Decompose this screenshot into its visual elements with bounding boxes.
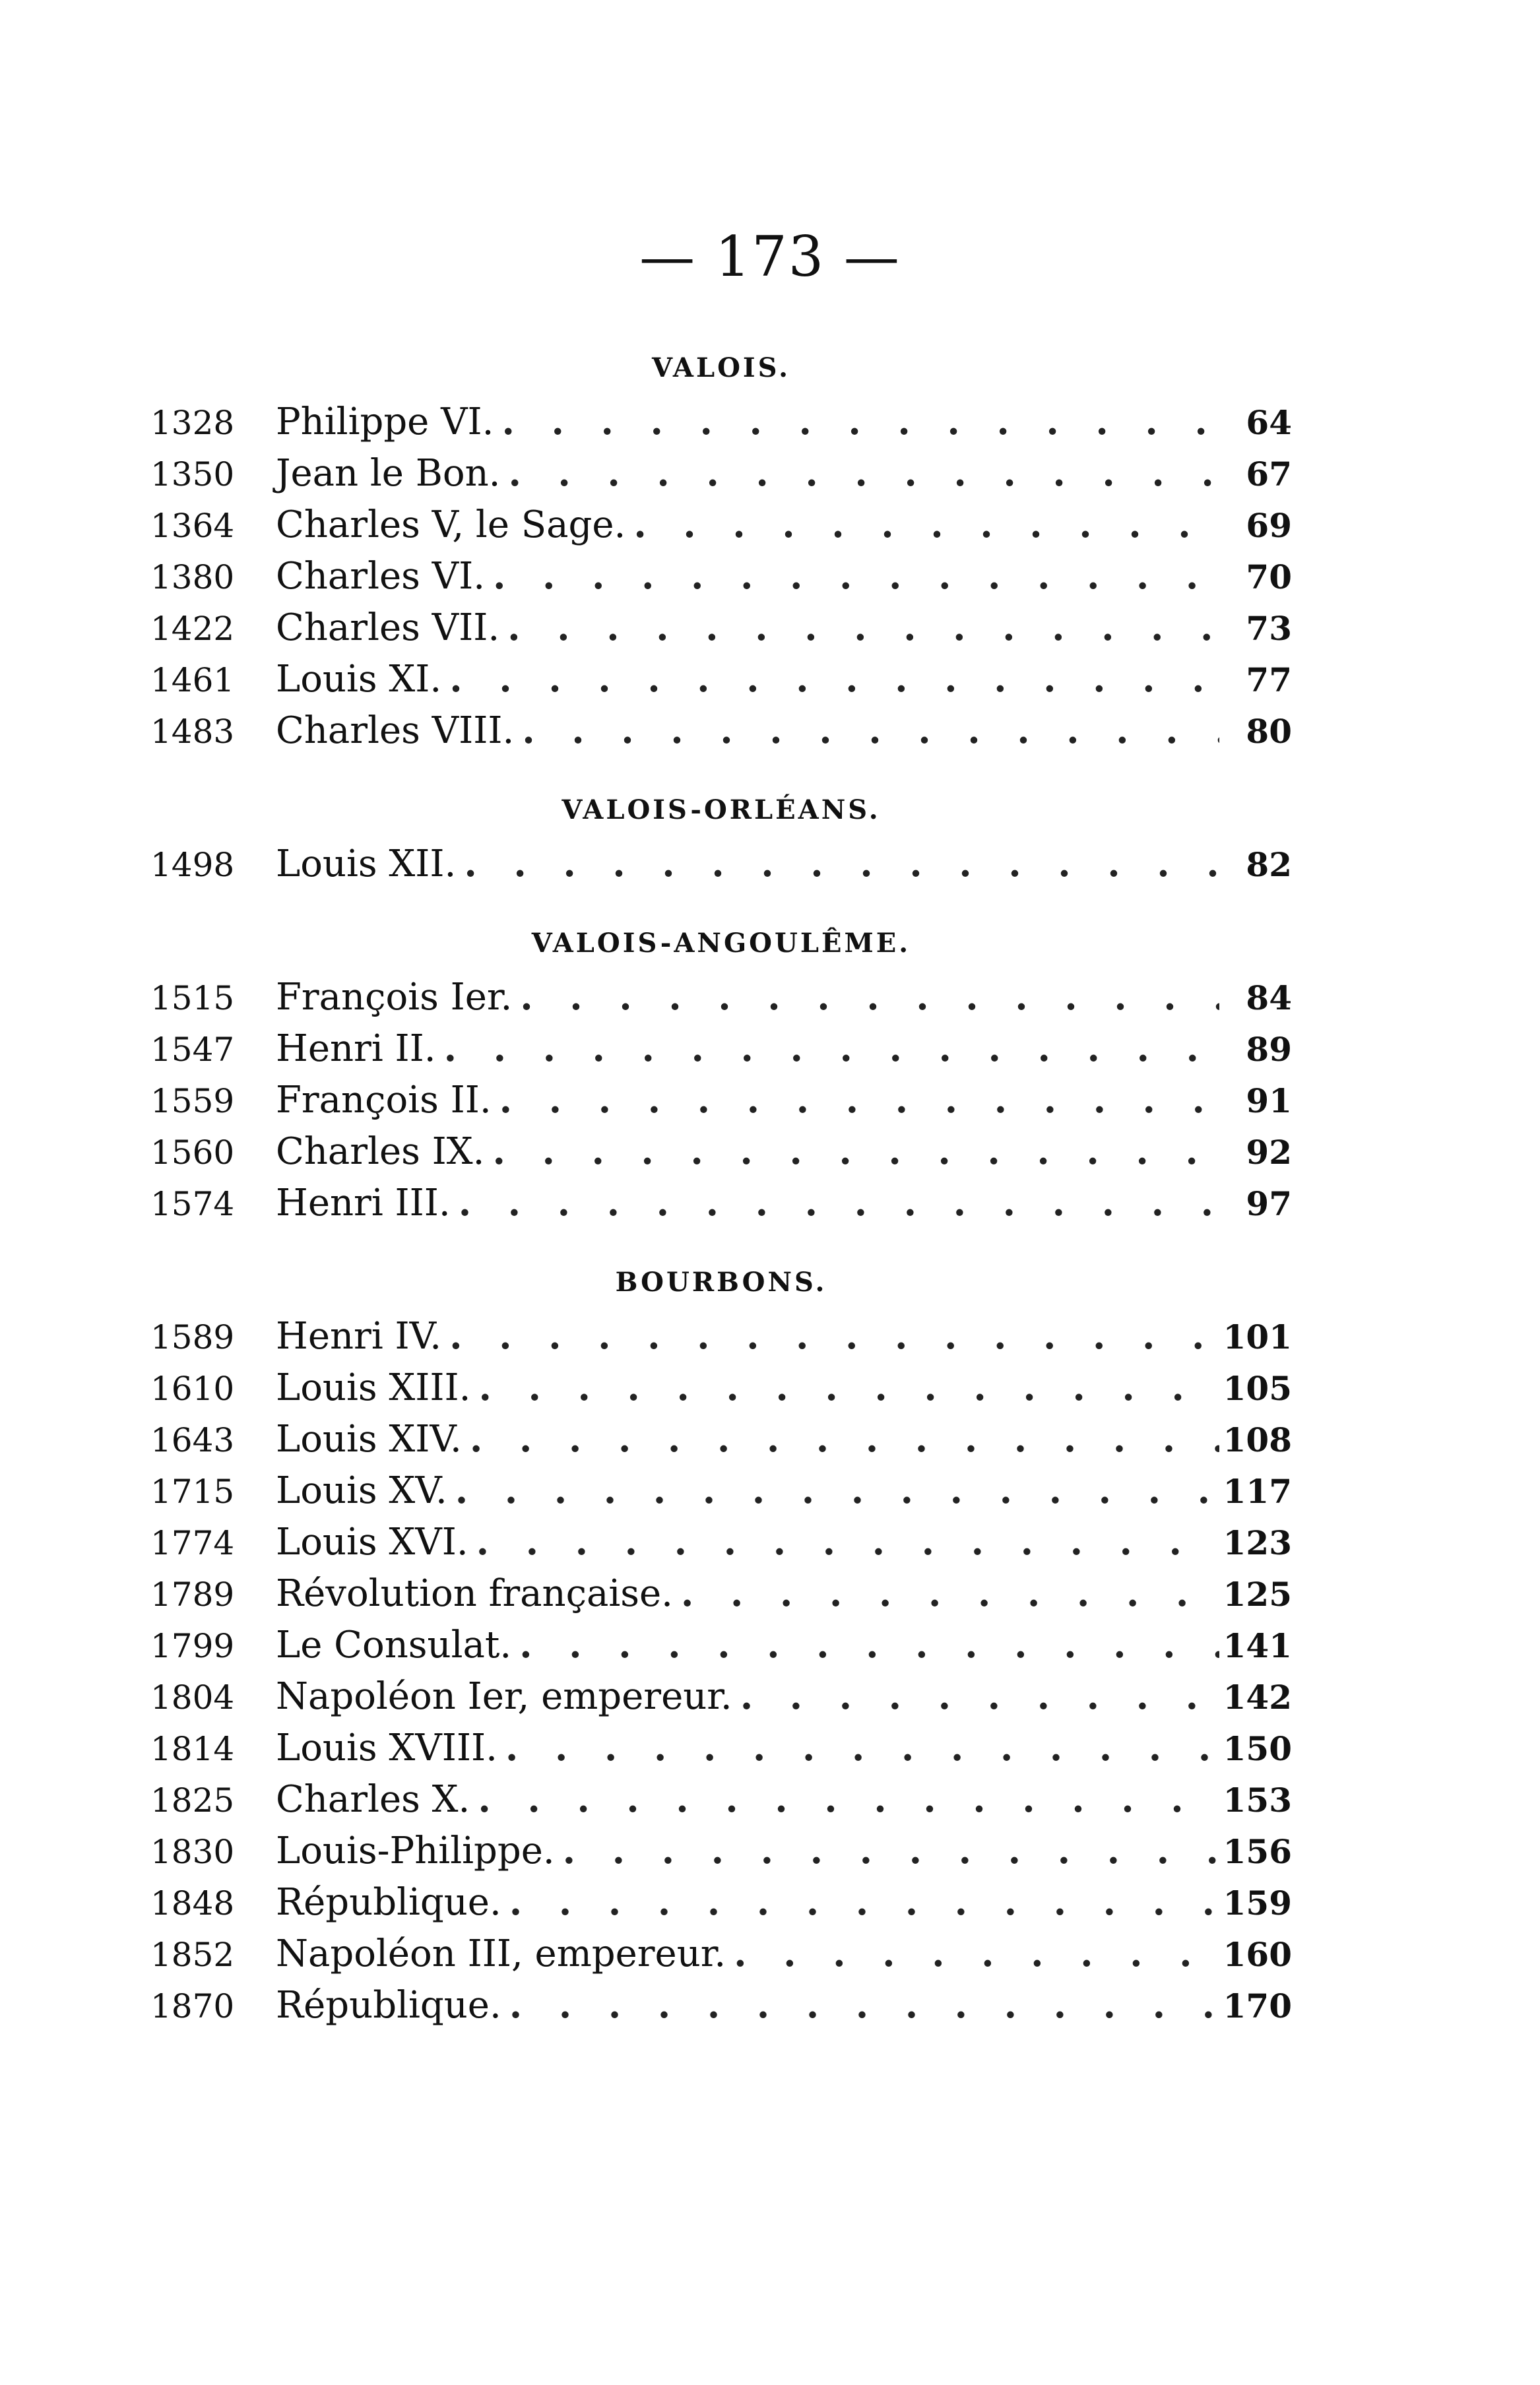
entry-name: Henri II.: [276, 1027, 436, 1070]
entry-year: 1870: [150, 1987, 235, 2025]
toc-entry: [150, 1619, 1292, 1670]
entry-year: 1610: [150, 1370, 235, 1408]
toc-section: [150, 343, 1292, 756]
toc-entry: [150, 1310, 1292, 1362]
entry-name: Napoléon Ier, empereur.: [276, 1675, 732, 1718]
entry-name: Louis XIII.: [276, 1366, 471, 1409]
section-title: VALOIS.: [651, 352, 791, 383]
toc-entry: [150, 1670, 1292, 1722]
dot-leader: [476, 1516, 1219, 1568]
entry-name: Napoléon III, empereur.: [276, 1932, 726, 1975]
entry-page: 170: [1223, 1987, 1292, 2025]
toc-entry: [150, 1023, 1292, 1074]
entry-year: 1589: [150, 1318, 235, 1356]
entry-year: 1830: [150, 1833, 235, 1871]
dot-leader: [740, 1670, 1219, 1722]
entry-year: 1461: [150, 661, 235, 699]
entry-year: 1364: [150, 507, 235, 545]
toc-entry: [150, 838, 1292, 889]
dot-leader: [444, 1023, 1219, 1074]
toc-entry: [150, 1074, 1292, 1126]
entry-name: Henri IV.: [276, 1315, 442, 1358]
dot-leader: [509, 1876, 1219, 1928]
dot-leader: [478, 1773, 1219, 1825]
toc-entry: [150, 705, 1292, 756]
section-title: VALOIS-ORLÉANS.: [561, 794, 881, 825]
toc-section: [150, 918, 1292, 1228]
toc-entry: [150, 1362, 1292, 1413]
entry-name: Henri III.: [276, 1182, 451, 1224]
entry-year: 1380: [150, 558, 235, 596]
entry-year: 1498: [150, 846, 235, 884]
entry-page: 89: [1246, 1030, 1292, 1069]
toc-entry: [150, 1928, 1292, 1979]
entry-name: Charles VII.: [276, 606, 500, 649]
entry-year: 1483: [150, 713, 235, 751]
section-title: BOURBONS.: [615, 1267, 827, 1298]
dot-leader: [492, 1126, 1219, 1177]
dot-leader: [519, 1619, 1219, 1670]
entry-year: 1328: [150, 404, 235, 442]
dot-leader: [493, 550, 1219, 602]
dot-leader: [449, 653, 1219, 705]
entry-page: 82: [1246, 845, 1292, 884]
entry-name: Louis XVIII.: [276, 1727, 497, 1769]
toc-entry: [150, 550, 1292, 602]
entry-name: François Ier.: [276, 976, 513, 1019]
entry-page: 73: [1246, 609, 1292, 648]
entry-year: 1560: [150, 1133, 235, 1172]
entry-name: Philippe VI.: [276, 400, 494, 443]
entry-year: 1547: [150, 1031, 235, 1069]
entry-year: 1574: [150, 1185, 235, 1223]
dot-leader: [459, 1177, 1219, 1228]
table-of-contents: [150, 343, 1292, 2031]
entry-page: 92: [1246, 1133, 1292, 1172]
dot-leader: [501, 396, 1219, 447]
entry-name: Louis XII.: [276, 843, 457, 885]
toc-entry: [150, 1722, 1292, 1773]
entry-year: 1774: [150, 1524, 235, 1562]
toc-section: [150, 785, 1292, 889]
dot-leader: [449, 1310, 1219, 1362]
toc-entry: [150, 447, 1292, 499]
entry-page: 117: [1223, 1472, 1292, 1511]
toc-entry: [150, 499, 1292, 550]
entry-year: 1559: [150, 1082, 235, 1120]
entry-page: 141: [1223, 1626, 1292, 1665]
entry-page: 64: [1246, 403, 1292, 442]
entry-year: 1715: [150, 1473, 235, 1511]
entry-page: 69: [1246, 506, 1292, 545]
page-number: — 173 —: [639, 224, 901, 289]
entry-name: Charles V, le Sage.: [276, 503, 626, 546]
entry-year: 1825: [150, 1781, 235, 1820]
dot-leader: [507, 602, 1219, 653]
entry-page: 80: [1246, 712, 1292, 751]
entry-page: 70: [1246, 557, 1292, 596]
toc-entry: [150, 396, 1292, 447]
toc-entry: [150, 971, 1292, 1023]
entry-year: 1804: [150, 1678, 235, 1717]
dot-leader: [509, 1979, 1219, 2031]
entry-page: 108: [1223, 1420, 1292, 1459]
entry-name: Charles IX.: [276, 1130, 485, 1173]
toc-entry: [150, 653, 1292, 705]
toc-entry: [150, 1568, 1292, 1619]
entry-name: François II.: [276, 1079, 492, 1122]
dot-leader: [522, 705, 1219, 756]
toc-entry: [150, 1773, 1292, 1825]
entry-name: Charles VIII.: [276, 709, 515, 752]
toc-entry: [150, 1177, 1292, 1228]
toc-entry: [150, 1876, 1292, 1928]
toc-entry: [150, 602, 1292, 653]
toc-section: [150, 1257, 1292, 2031]
entry-page: 125: [1223, 1575, 1292, 1614]
entry-name: Louis XV.: [276, 1469, 447, 1512]
entry-year: 1643: [150, 1421, 235, 1459]
entry-name: Charles VI.: [276, 555, 486, 598]
entry-name: Le Consulat.: [276, 1624, 512, 1667]
entry-year: 1515: [150, 979, 235, 1017]
entry-name: République.: [276, 1881, 501, 1924]
dot-leader: [520, 971, 1219, 1023]
entry-page: 105: [1223, 1369, 1292, 1408]
entry-page: 156: [1223, 1832, 1292, 1871]
dot-leader: [499, 1074, 1219, 1126]
dot-leader: [734, 1928, 1219, 1979]
toc-entry: [150, 1126, 1292, 1177]
entry-name: Louis XVI.: [276, 1521, 468, 1564]
dot-leader: [633, 499, 1219, 550]
entry-year: 1814: [150, 1730, 235, 1768]
toc-entry: [150, 1979, 1292, 2031]
section-title: VALOIS-ANGOULÊME.: [531, 928, 911, 959]
entry-name: Charles X.: [276, 1778, 470, 1821]
entry-year: 1799: [150, 1627, 235, 1665]
dot-leader: [681, 1568, 1219, 1619]
dot-leader: [508, 447, 1219, 499]
entry-page: 142: [1223, 1678, 1292, 1717]
entry-page: 150: [1223, 1729, 1292, 1768]
entry-name: Révolution française.: [276, 1572, 673, 1615]
entry-page: 160: [1223, 1935, 1292, 1974]
entry-year: 1848: [150, 1884, 235, 1923]
entry-page: 91: [1246, 1081, 1292, 1120]
entry-page: 123: [1223, 1523, 1292, 1562]
entry-page: 77: [1246, 660, 1292, 699]
dot-leader: [478, 1362, 1219, 1413]
entry-page: 101: [1223, 1318, 1292, 1356]
entry-page: 84: [1246, 978, 1292, 1017]
dot-leader: [563, 1825, 1219, 1876]
entry-year: 1350: [150, 455, 235, 493]
dot-leader: [505, 1722, 1219, 1773]
entry-year: 1852: [150, 1936, 235, 1974]
toc-entry: [150, 1465, 1292, 1516]
entry-page: 153: [1223, 1781, 1292, 1820]
dot-leader: [455, 1465, 1219, 1516]
entry-name: Jean le Bon.: [276, 452, 501, 495]
entry-page: 159: [1223, 1884, 1292, 1923]
dot-leader: [470, 1413, 1219, 1465]
toc-entry: [150, 1516, 1292, 1568]
entry-name: République.: [276, 1984, 501, 2027]
entry-name: Louis-Philippe.: [276, 1829, 555, 1872]
dot-leader: [464, 838, 1219, 889]
toc-entry: [150, 1413, 1292, 1465]
entry-page: 97: [1246, 1184, 1292, 1223]
toc-entry: [150, 1825, 1292, 1876]
entry-year: 1422: [150, 610, 235, 648]
entry-name: Louis XI.: [276, 658, 442, 701]
entry-year: 1789: [150, 1575, 235, 1614]
entry-name: Louis XIV.: [276, 1418, 462, 1461]
entry-page: 67: [1246, 455, 1292, 493]
